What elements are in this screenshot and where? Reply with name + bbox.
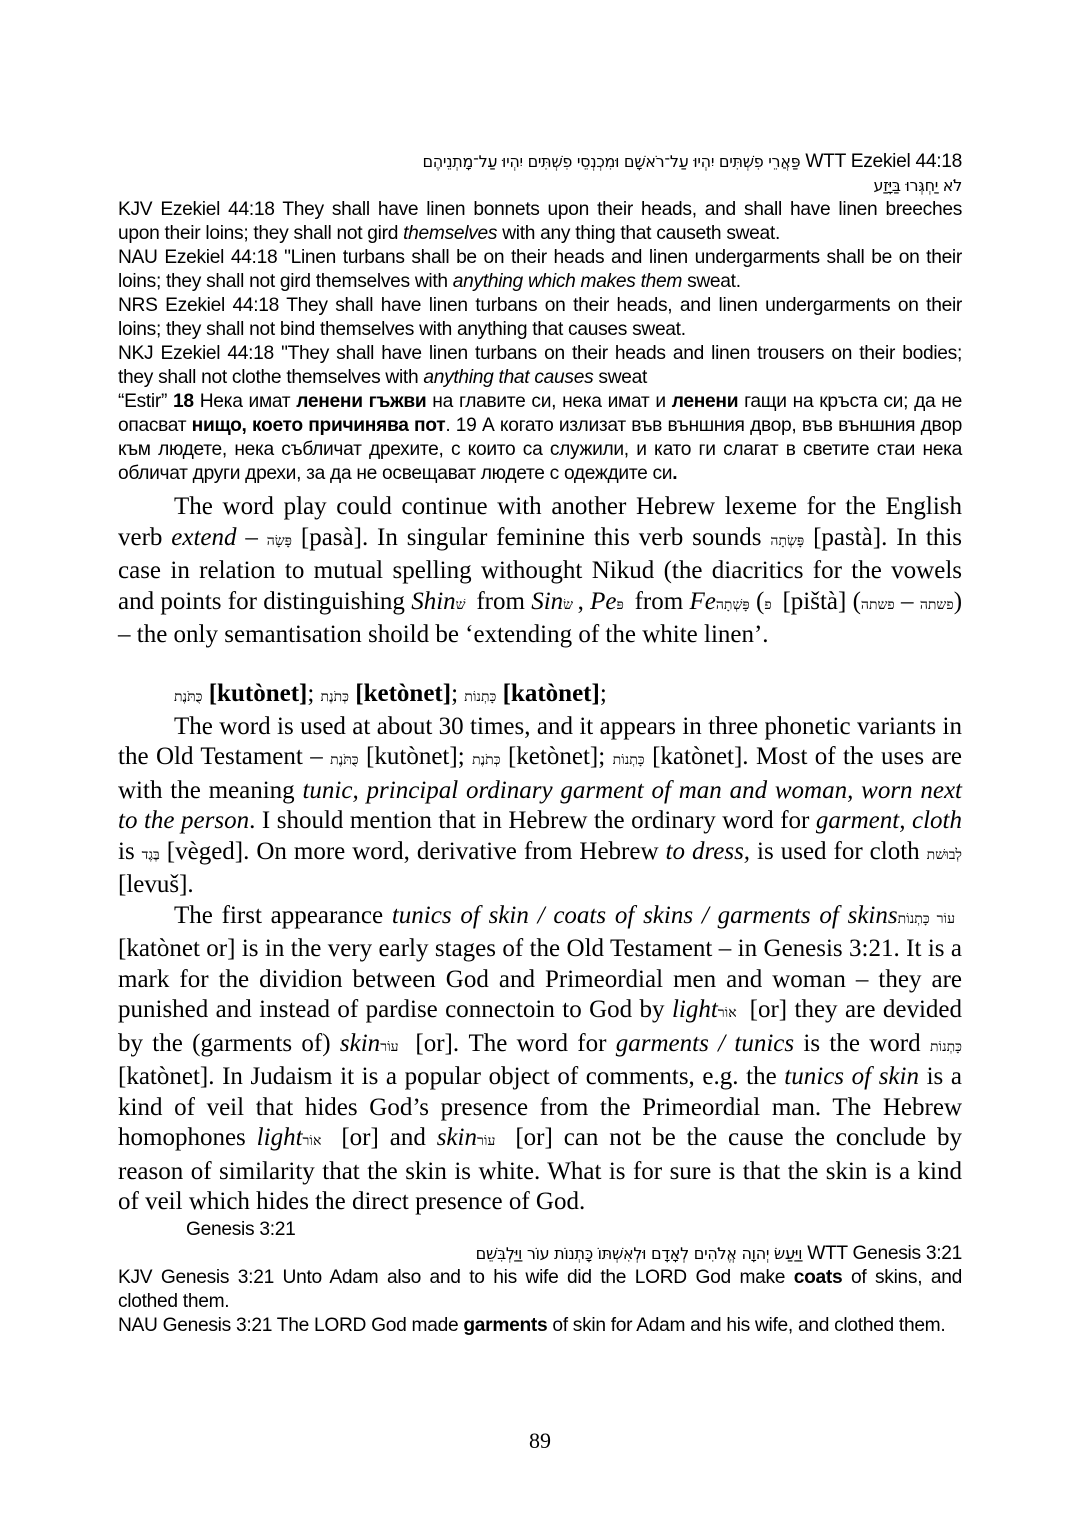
hebrew-word: כָּתְנוֹת (929, 1038, 963, 1055)
italic-text: skin (339, 1029, 381, 1057)
hebrew-word: כָּתְנוֹת (464, 688, 497, 705)
hebrew-word: כֻּתֹּנֶת (174, 688, 203, 705)
hebrew-letter: פ (764, 596, 777, 613)
text: [katònet]. In Judaism it is a popular object of comments, e.g. the (118, 1063, 785, 1090)
hebrew-word: לְבוּשׁת (926, 846, 962, 863)
text: – (894, 587, 920, 615)
wtt-ezekiel-verse (118, 150, 962, 174)
hebrew-letter: פּ (616, 596, 629, 613)
italic-text: skin (436, 1124, 477, 1151)
wtt-genesis-verse (118, 1242, 962, 1266)
hebrew-text: לֹא יַחְגְּרוּ בַּיָּזַע (873, 176, 962, 195)
genesis-reference-label: Genesis 3:21 (186, 1218, 296, 1240)
verse-reference: KJV Genesis 3:21 (118, 1266, 274, 1288)
text: from (470, 587, 532, 615)
text: [pasà]. In singular feminine this verb sounds (292, 523, 771, 551)
verse-text: They shall have linen bonnets upon their heads, and shall have linen breeches upon their loins; they shall not gird (118, 199, 962, 244)
text: [ketònet]; (500, 743, 613, 770)
hebrew-letter: שׁ (455, 596, 471, 613)
text: is used for cloth (750, 837, 927, 865)
page-number: 89 (529, 1428, 551, 1453)
hebrew-word: פשתה (919, 596, 954, 613)
italic-text: light (671, 996, 718, 1023)
italic-text: garment, cloth (815, 807, 962, 834)
verse-reference: NRS Ezekiel 44:18 (118, 295, 280, 316)
text: [pištà] ( (776, 587, 861, 615)
hebrew-letter: שׂ (563, 596, 578, 613)
section-heading (118, 679, 962, 712)
text: [vèged]. On more word, derivative from Hebrew (159, 837, 666, 865)
paragraph-first-appearance (118, 901, 962, 1218)
verse-reference: WTT Genesis 3:21 (807, 1242, 962, 1264)
text: The first appearance (174, 901, 392, 929)
text: [or]. The word for (406, 1029, 616, 1057)
hebrew-word: פשתה (860, 596, 895, 613)
text: [katònet or] is in the very early stages of the Old Testament – in Genesis 3:21. It is a mark for the dividion between God and Primeordial men and woman – they are punished and instead of pardise connectoin to God by (118, 935, 962, 1023)
wtt-ezekiel-verse-cont (118, 174, 962, 198)
text: ) – the only semantisation shoild be ‘extending of the white linen’. (118, 587, 963, 648)
verse-reference: KJV Ezekiel 44:18 (118, 199, 275, 220)
text: The word play could continue with another Hebrew lexeme for the English verb (118, 493, 962, 551)
verse-bold: ленени (671, 391, 739, 412)
italic-text: Pe (590, 587, 617, 615)
estir-bulgarian-verse (118, 390, 962, 486)
transliteration: [katònet] (496, 679, 600, 707)
hebrew-text: פַּאֲרֵי פִשְׁתִּים יִהְיוּ עַל־רֹאשָׁם וּמִכְנְסֵי פִשְׁתִּים יִהְיוּ עַל־מָתְנֵיהֶם (422, 152, 801, 171)
hebrew-word: כְּתֹנֶת (472, 752, 501, 768)
text: ; (599, 679, 607, 707)
text: [levuš]. (118, 871, 194, 898)
text: [pastà]. In this case in relation to mutual spelling withought Nikud (the diacritics for the vowels and points for distinguishing (118, 523, 963, 615)
verse-reference: WTT Ezekiel 44:18 (805, 151, 962, 172)
text: The word is used at about 30 times, and it appears in three phonetic variants in the Old Testament – (118, 712, 962, 770)
verse-text: Unto Adam also and to his wife did the LORD God make (273, 1266, 794, 1288)
verse-reference: NAU Genesis 3:21 (118, 1314, 273, 1336)
verse-bold: garments (463, 1314, 548, 1336)
text: [or] can not be the cause the conclude by reason of similarity that the skin is white. What is for sure is that the skin is a kind of veil which hides the direct presence of God. (118, 1124, 963, 1215)
verse-reference: NAU Ezekiel 44:18 (118, 247, 278, 268)
hebrew-word: אוֹר (302, 1133, 331, 1149)
verse-bold: . (672, 463, 678, 484)
verse-text: of skins, and clothed them. (118, 1266, 962, 1312)
verse-italic: anything that causes (423, 367, 594, 388)
transliteration: [kutònet] (202, 679, 308, 707)
verse-bold: нищо, което причинява пот (191, 415, 446, 436)
text: ; (451, 679, 465, 707)
verse-text: "Linen turbans shall be on their heads and linen undergarments shall be on their loins; they shall not gird themselves with (118, 247, 962, 292)
hebrew-word: פָּשָׂה (266, 532, 293, 549)
nkj-ezekiel-verse (118, 342, 962, 390)
verse-italic: anything which makes them (452, 271, 683, 292)
italic-text: extend (171, 523, 237, 551)
italic-text: garments / tunics (615, 1029, 795, 1057)
hebrew-word: פָּשְׁתָה (715, 596, 750, 613)
verse-text: They shall have linen turbans on their heads, and linen undergarments on their loins; they shall not bind themselves with anything that causes sweat. (118, 295, 962, 340)
text: [or] and (330, 1124, 437, 1151)
translation-label: “Estir” (118, 391, 174, 412)
verse-text: with any thing that causeth sweat. (497, 223, 780, 244)
verse-bold: coats (793, 1266, 843, 1288)
hebrew-word: כְּתֹנֶת (320, 688, 350, 705)
italic-text: Sin (531, 587, 564, 615)
hebrew-word: כֻּתֹּנֶת (330, 752, 359, 768)
text: [katònet]. Most of the uses are with the meaning (118, 743, 963, 804)
paragraph-usage (118, 712, 962, 901)
italic-text: Fe (689, 587, 716, 615)
italic-text: tunics of skin (784, 1063, 919, 1090)
verse-italic: themselves (403, 223, 498, 244)
verse-text: . 19 А когато излизат във външния двор, във външния двор към людете, нека събличат дрехите, с които са служили, и като ги слагат в светите стаи нека обличат други дрехи, за да не освещават людете с одеждите си (118, 415, 962, 484)
text: , (577, 587, 591, 615)
kjv-genesis-verse (118, 1266, 962, 1314)
text: . I should mention that in Hebrew the ordinary word for (249, 807, 816, 834)
text: is a kind of veil that hides God’s presence from the Primeordial man. The Hebrew homophones (118, 1063, 962, 1151)
verse-number: 18 (173, 391, 194, 412)
italic-text: Shin (411, 587, 456, 615)
verse-reference: NKJ Ezekiel 44:18 (118, 343, 274, 364)
nau-genesis-verse (118, 1314, 962, 1338)
transliteration: [ketònet] (349, 679, 452, 707)
hebrew-word: כָּתְנוֹת (612, 752, 645, 768)
text: [or] they are devided by the (garments of) (118, 996, 962, 1057)
verse-text: sweat. (682, 271, 741, 292)
hebrew-word: אוֹר (717, 1005, 743, 1021)
text: ; (307, 679, 321, 707)
text: is (118, 837, 142, 865)
text: is the word (794, 1029, 930, 1057)
text: – (236, 523, 267, 551)
hebrew-text: וַיַּעַשׂ יְהוָה אֱלֹהִים לְאָדָם וּלְאִשְׁתּוֹ כָּתְנוֹת עוֹר וַיַּלְבִּשֵׁם (475, 1243, 803, 1263)
italic-text: light (256, 1124, 303, 1151)
kjv-ezekiel-verse (118, 198, 962, 246)
text: [kutònet]; (358, 743, 473, 770)
hebrew-word: עוֹר (380, 1038, 407, 1055)
text: from (628, 587, 690, 615)
italic-text: tunic, principal ordinary garment of man and woman, worn next to the person (118, 776, 962, 834)
italic-text: to dress, (665, 837, 751, 865)
nrs-ezekiel-verse (118, 294, 962, 342)
verse-text: "They shall have linen turbans on their heads and linen trousers on their bodies; they shall not clothe themselves with (118, 343, 962, 388)
verse-text: гащи на кръста си; да не опасват (118, 391, 962, 436)
verse-text: Нека имат (193, 391, 297, 412)
verse-text: The LORD God made (272, 1314, 464, 1336)
paragraph-wordplay (118, 492, 962, 651)
hebrew-word: פָּשְׂתָה (770, 532, 805, 549)
hebrew-word: בֶּגֶד (141, 846, 160, 863)
verse-text: of skin for Adam and his wife, and clothed them. (547, 1314, 946, 1336)
document-page (118, 150, 962, 1338)
verse-text: sweat (593, 367, 648, 388)
text: ) (749, 587, 765, 615)
hebrew-word: עוֹר (476, 1133, 505, 1149)
verse-text: на главите си, нека имат и (426, 391, 672, 412)
verse-bold: ленени гъжви (296, 391, 427, 412)
nau-ezekiel-verse (118, 246, 962, 294)
italic-text: tunics of skin / coats of skins / garments of skins (391, 901, 898, 929)
hebrew-word: עוֹר כָּתְנוֹת (897, 910, 963, 927)
